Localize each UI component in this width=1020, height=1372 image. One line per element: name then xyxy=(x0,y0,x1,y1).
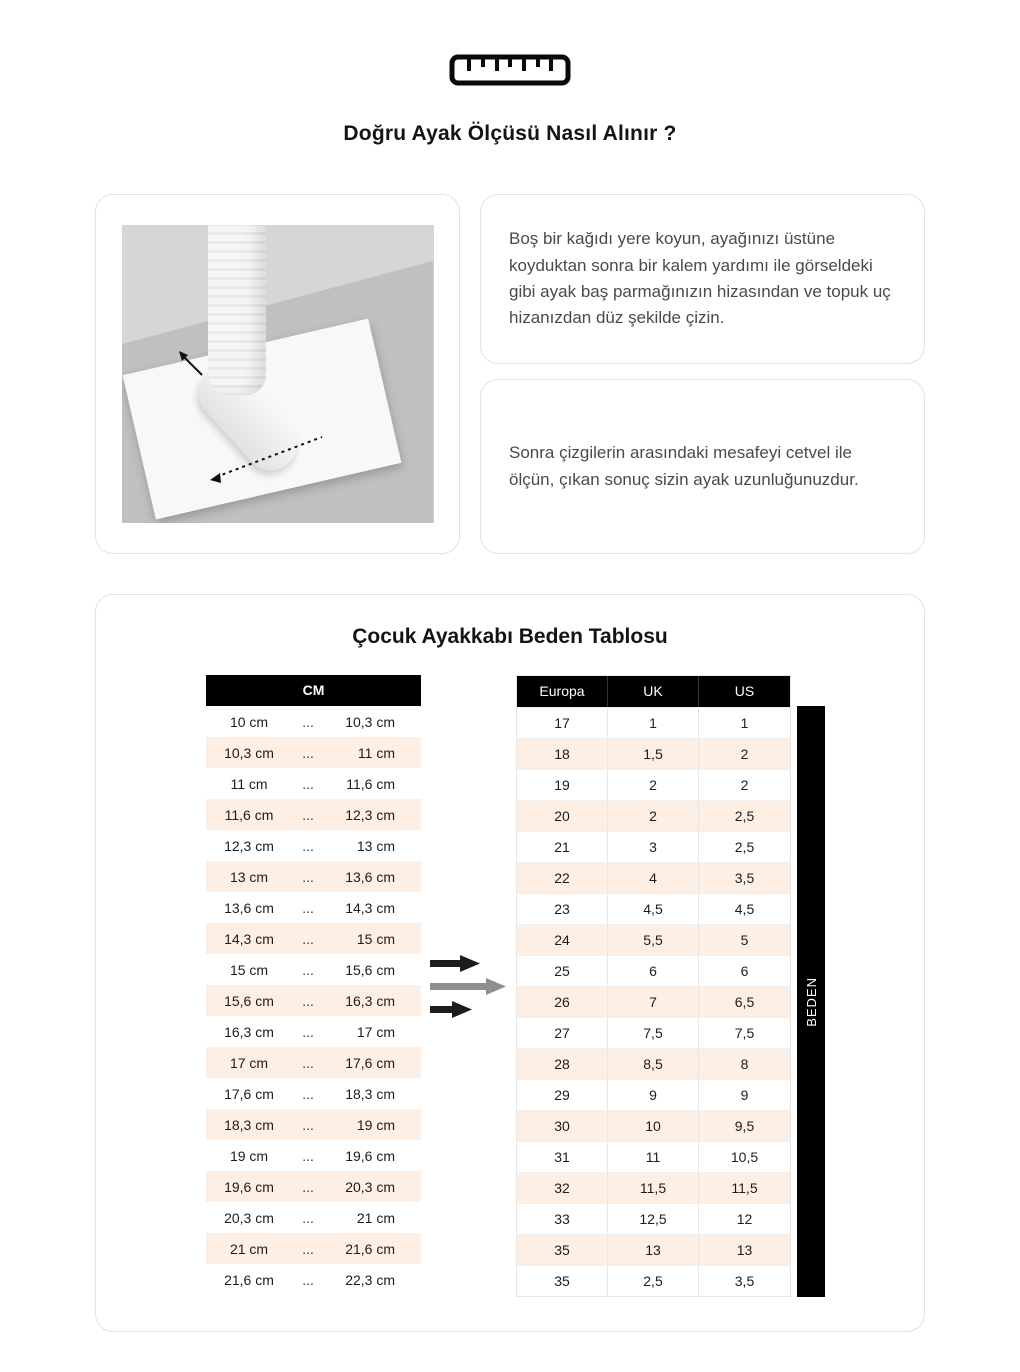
size-cell: 29 xyxy=(517,1079,608,1110)
cm-table-row xyxy=(206,768,421,799)
size-table-row xyxy=(517,1017,790,1048)
size-table-header-cell: Europa xyxy=(517,676,608,707)
cm-table-row xyxy=(206,892,421,923)
size-table-row xyxy=(517,707,790,738)
cm-table-row xyxy=(206,1109,421,1140)
cm-separator: ... xyxy=(302,1240,314,1257)
cm-table-body xyxy=(206,706,421,1295)
cm-min-value: 10 cm xyxy=(229,713,269,730)
size-cell: 5,5 xyxy=(608,924,699,955)
cm-separator: ... xyxy=(302,1147,314,1164)
size-table-row xyxy=(517,1079,790,1110)
cm-min-value: 21,6 cm xyxy=(224,1271,274,1288)
size-cell: 4,5 xyxy=(608,893,699,924)
cm-separator: ... xyxy=(302,930,314,947)
size-cell: 3 xyxy=(608,831,699,862)
size-cell: 13 xyxy=(608,1234,699,1265)
instruction-text-2: Sonra çizgilerin arasındaki mesafeyi cetvel ile ölçün, çıkan sonuç sizin ayak uzunluğunuzdur. xyxy=(509,443,859,489)
size-cell: 8 xyxy=(699,1048,790,1079)
size-cell: 21 xyxy=(517,831,608,862)
instruction-card-2 xyxy=(480,379,925,554)
size-cell: 12 xyxy=(699,1203,790,1234)
cm-separator: ... xyxy=(302,1054,314,1071)
size-table-row xyxy=(517,800,790,831)
size-table-row xyxy=(517,1172,790,1203)
size-cell: 7 xyxy=(608,986,699,1017)
cm-separator: ... xyxy=(302,1085,314,1102)
size-table-row xyxy=(517,738,790,769)
instruction-cards xyxy=(480,194,925,554)
size-cell: 1,5 xyxy=(608,738,699,769)
photo-card xyxy=(95,194,460,554)
size-table-body xyxy=(517,707,790,1296)
cm-max-value: 21 cm xyxy=(356,1209,395,1226)
size-cell: 25 xyxy=(517,955,608,986)
size-cell: 35 xyxy=(517,1265,608,1296)
cm-max-value: 17 cm xyxy=(356,1023,395,1040)
measurement-annotation xyxy=(122,225,434,523)
cm-max-value: 18,3 cm xyxy=(345,1085,395,1102)
cm-table-row xyxy=(206,954,421,985)
cm-min-value: 11,6 cm xyxy=(224,806,274,823)
size-table-row xyxy=(517,1203,790,1234)
cm-separator: ... xyxy=(302,1271,314,1288)
cm-max-value: 16,3 cm xyxy=(345,992,395,1009)
cm-separator: ... xyxy=(302,899,314,916)
cm-min-value: 19,6 cm xyxy=(224,1178,274,1195)
size-cell: 5 xyxy=(699,924,790,955)
cm-min-value: 13,6 cm xyxy=(224,899,274,916)
cm-max-value: 19,6 cm xyxy=(345,1147,395,1164)
size-table-header-cell: US xyxy=(734,683,755,699)
size-cell: 13 xyxy=(699,1234,790,1265)
cm-min-value: 14,3 cm xyxy=(224,930,274,947)
cm-separator: ... xyxy=(302,713,314,730)
cm-separator: ... xyxy=(302,775,314,792)
size-cell: 6,5 xyxy=(699,986,790,1017)
cm-separator: ... xyxy=(302,744,314,761)
size-table-row xyxy=(517,1234,790,1265)
instruction-card-1 xyxy=(480,194,925,364)
size-table-row xyxy=(517,955,790,986)
cm-min-value: 10,3 cm xyxy=(224,744,274,761)
size-cell: 31 xyxy=(517,1141,608,1172)
cm-max-value: 22,3 cm xyxy=(345,1271,395,1288)
cm-table-row xyxy=(206,861,421,892)
cm-min-value: 11 cm xyxy=(230,775,268,792)
size-cell: 10 xyxy=(608,1110,699,1141)
cm-table-row xyxy=(206,1140,421,1171)
size-cell: 9 xyxy=(608,1079,699,1110)
size-cell: 2 xyxy=(699,769,790,800)
size-table-header-row xyxy=(517,676,790,707)
cm-min-value: 15 cm xyxy=(229,961,269,978)
size-cell: 24 xyxy=(517,924,608,955)
cm-max-value: 17,6 cm xyxy=(345,1054,395,1071)
cm-max-value: 11 cm xyxy=(357,744,395,761)
cm-separator: ... xyxy=(302,1178,314,1195)
cm-min-value: 13 cm xyxy=(229,868,269,885)
size-cell: 3,5 xyxy=(699,862,790,893)
size-table-row xyxy=(517,831,790,862)
size-table-row xyxy=(517,1141,790,1172)
cm-separator: ... xyxy=(302,837,314,854)
size-cell: 11,5 xyxy=(608,1172,699,1203)
size-cell: 8,5 xyxy=(608,1048,699,1079)
size-cell: 2,5 xyxy=(699,831,790,862)
cm-table-row xyxy=(206,1264,421,1295)
cm-separator: ... xyxy=(302,1209,314,1226)
size-cell: 12,5 xyxy=(608,1203,699,1234)
cm-separator: ... xyxy=(302,868,314,885)
cm-table-row xyxy=(206,799,421,830)
size-cell: 33 xyxy=(517,1203,608,1234)
cm-table-row xyxy=(206,1016,421,1047)
size-cell: 20 xyxy=(517,800,608,831)
cm-table-row xyxy=(206,1233,421,1264)
size-cell: 6 xyxy=(699,955,790,986)
cm-separator: ... xyxy=(302,992,314,1009)
cm-table-row xyxy=(206,1202,421,1233)
size-cell: 32 xyxy=(517,1172,608,1203)
size-table-row xyxy=(517,862,790,893)
size-table-row xyxy=(517,893,790,924)
cm-min-value: 19 cm xyxy=(229,1147,269,1164)
size-cell: 4 xyxy=(608,862,699,893)
size-cell: 7,5 xyxy=(608,1017,699,1048)
cm-min-value: 16,3 cm xyxy=(224,1023,274,1040)
size-cell: 26 xyxy=(517,986,608,1017)
size-cell: 9,5 xyxy=(699,1110,790,1141)
beden-bar xyxy=(797,706,825,1297)
cm-min-value: 21 cm xyxy=(229,1240,269,1257)
size-cell: 2 xyxy=(608,769,699,800)
convert-arrows-icon xyxy=(421,675,516,1297)
size-cell: 17 xyxy=(517,707,608,738)
cm-table-row xyxy=(206,985,421,1016)
cm-max-value: 19 cm xyxy=(356,1116,395,1133)
size-chart-title: Çocuk Ayakkabı Beden Tablosu xyxy=(352,625,668,648)
size-cell: 2,5 xyxy=(608,1265,699,1296)
size-cell: 7,5 xyxy=(699,1017,790,1048)
size-cell: 23 xyxy=(517,893,608,924)
size-cell: 30 xyxy=(517,1110,608,1141)
cm-separator: ... xyxy=(302,961,314,978)
beden-label: BEDEN xyxy=(803,976,819,1027)
size-cell: 2 xyxy=(699,738,790,769)
cm-min-value: 12,3 cm xyxy=(224,837,274,854)
cm-table-row xyxy=(206,923,421,954)
cm-table-row xyxy=(206,1047,421,1078)
cm-separator: ... xyxy=(302,1023,314,1040)
size-cell: 11,5 xyxy=(699,1172,790,1203)
size-cell: 22 xyxy=(517,862,608,893)
cm-max-value: 13 cm xyxy=(356,837,395,854)
size-cell: 2,5 xyxy=(699,800,790,831)
cm-max-value: 20,3 cm xyxy=(345,1178,395,1195)
size-cell: 11 xyxy=(608,1141,699,1172)
cm-min-value: 15,6 cm xyxy=(224,992,274,1009)
size-table-row xyxy=(517,1110,790,1141)
cm-max-value: 15 cm xyxy=(356,930,395,947)
size-cell: 18 xyxy=(517,738,608,769)
size-cell: 1 xyxy=(608,707,699,738)
cm-table-row xyxy=(206,830,421,861)
cm-table-row xyxy=(206,1171,421,1202)
size-cell: 28 xyxy=(517,1048,608,1079)
size-cell: 4,5 xyxy=(699,893,790,924)
size-table xyxy=(516,675,791,1297)
size-table-row xyxy=(517,924,790,955)
size-chart-card xyxy=(95,594,925,1332)
cm-table xyxy=(206,675,421,1295)
cm-table-header: CM xyxy=(206,675,421,706)
cm-table-row xyxy=(206,1078,421,1109)
size-cell: 35 xyxy=(517,1234,608,1265)
size-tables xyxy=(96,675,924,1297)
size-cell: 19 xyxy=(517,769,608,800)
cm-max-value: 15,6 cm xyxy=(345,961,395,978)
size-table-row xyxy=(517,1265,790,1296)
instruction-text-1: Boş bir kağıdı yere koyun, ayağınızı üstüne koyduktan sonra bir kalem yardımı ile görseldeki gibi ayak baş parmağınızın hizasından ve topuk uç hizanızdan düz şekilde çizin. xyxy=(509,229,891,328)
cm-separator: ... xyxy=(302,1116,314,1133)
ruler-icon xyxy=(0,0,1020,86)
cm-max-value: 13,6 cm xyxy=(345,868,395,885)
size-cell: 1 xyxy=(699,707,790,738)
size-cell: 27 xyxy=(517,1017,608,1048)
page-title: Doğru Ayak Ölçüsü Nasıl Alınır ? xyxy=(343,122,677,145)
cm-min-value: 17,6 cm xyxy=(224,1085,274,1102)
cm-max-value: 11,6 cm xyxy=(346,775,395,792)
size-table-row xyxy=(517,986,790,1017)
size-table-header-cell: UK xyxy=(608,676,699,707)
size-cell: 6 xyxy=(608,955,699,986)
foot-measurement-photo xyxy=(122,225,434,523)
size-table-row xyxy=(517,1048,790,1079)
cm-max-value: 10,3 cm xyxy=(345,713,395,730)
cm-table-row xyxy=(206,737,421,768)
instructions-section xyxy=(95,194,925,554)
cm-max-value: 12,3 cm xyxy=(345,806,395,823)
cm-min-value: 18,3 cm xyxy=(224,1116,274,1133)
size-cell: 9 xyxy=(699,1079,790,1110)
size-cell: 2 xyxy=(608,800,699,831)
cm-max-value: 21,6 cm xyxy=(345,1240,395,1257)
cm-max-value: 14,3 cm xyxy=(345,899,395,916)
cm-separator: ... xyxy=(302,806,314,823)
size-cell: 10,5 xyxy=(699,1141,790,1172)
size-cell: 3,5 xyxy=(699,1265,790,1296)
cm-min-value: 20,3 cm xyxy=(224,1209,274,1226)
cm-table-row xyxy=(206,706,421,737)
size-table-row xyxy=(517,769,790,800)
cm-min-value: 17 cm xyxy=(229,1054,269,1071)
